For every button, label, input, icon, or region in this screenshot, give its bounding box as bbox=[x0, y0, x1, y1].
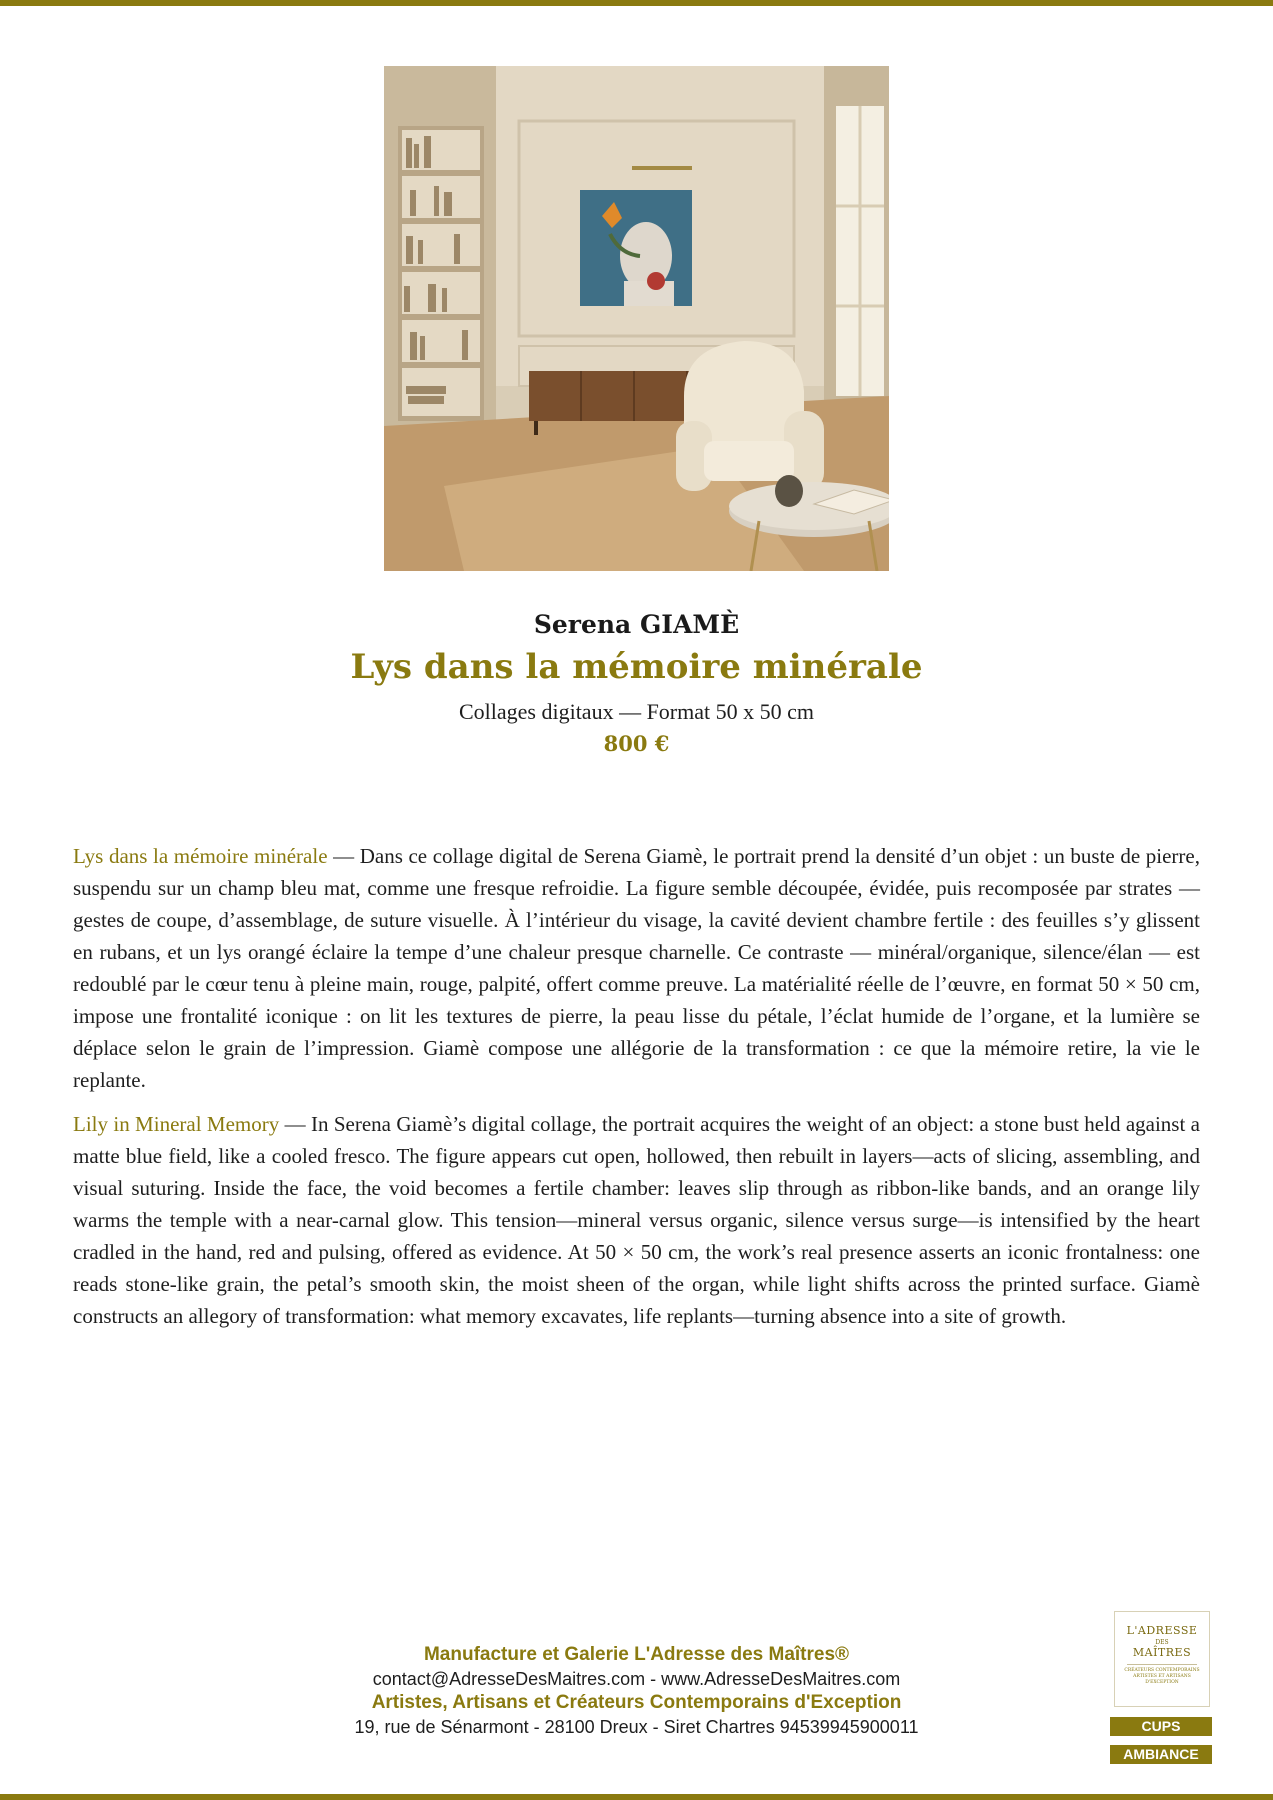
footer-tagline: Artistes, Artisans et Créateurs Contemporains d'Exception bbox=[371, 1692, 902, 1713]
logo-divider bbox=[1127, 1664, 1197, 1665]
description-english bbox=[73, 1108, 1200, 1332]
artwork-description bbox=[73, 840, 1200, 1344]
footer-contact: contact@AdresseDesMaitres.com - www.AdresseDesMaitres.com bbox=[372, 1669, 901, 1689]
artwork-format: Collages digitaux — Format 50 x 50 cm bbox=[458, 699, 815, 724]
top-accent-bar bbox=[0, 0, 1273, 6]
room-illustration bbox=[384, 66, 889, 571]
artwork-price: 800 € bbox=[603, 731, 670, 756]
description-french-lead: Lys dans la mémoire minérale bbox=[73, 844, 328, 868]
footer-address: 19, rue de Sénarmont - 28100 Dreux - Siret Chartres 94539945900011 bbox=[354, 1717, 919, 1737]
logo-line-1: L'ADRESSE bbox=[1126, 1624, 1198, 1637]
artwork-title: Lys dans la mémoire minérale bbox=[350, 647, 923, 687]
ambiance-badge: AMBIANCE bbox=[1110, 1745, 1212, 1764]
gallery-footer bbox=[0, 1643, 1273, 1739]
artwork-header bbox=[0, 610, 1273, 756]
description-french bbox=[73, 840, 1200, 1096]
description-english-text: — In Serena Giamè’s digital collage, the portrait acquires the weight of an object: a stone bust held against a matte blue field, like a cooled fresco. The figure appears cut open, hollowed, then rebuilt in layers—acts of slicing, assembling, and visual suturing. Inside the face, the void becomes a fertile chamber: leaves slip through as ribbon-like bands, and an orange lily warms the temple with a near-carnal glow. This tension—mineral versus organic, silence versus surge—is intensified by the heart cradled in the hand, red and pulsing, offered as evidence. At 50 × 50 cm, the work’s real presence asserts an iconic frontalness: one reads stone-like grain, the petal’s smooth skin, the moist sheen of the organ, while light shifts across the printed surface. Giamè constructs an allegory of transformation: what memory excavates, life replants—turning absence into a site of growth. bbox=[73, 1112, 1200, 1328]
footer-gallery-name: Manufacture et Galerie L'Adresse des Maîtres® bbox=[423, 1644, 850, 1665]
description-french-text: — Dans ce collage digital de Serena Giamè, le portrait prend la densité d’un objet : un buste de pierre, suspendu sur un champ bleu mat, comme une fresque refroidie. La figure semble découpée, évidée, puis recomposée par strates — gestes de coupe, d’assemblage, de suture visuelle. À l’intérieur du visage, la cavité devient chambre fertile : des feuilles s’y glissent en rubans, et un lys orangé éclaire la tempe d’une chaleur presque charnelle. Ce contraste — minéral/organique, silence/élan — est redoublé par le cœur tenu à pleine main, rouge, palpité, offert comme preuve. La matérialité réelle de l’œuvre, en format 50 × 50 cm, impose une frontalité iconique : on lit les textures de pierre, la peau lisse du pétale, l’éclat humide de l’organe, et la lumière se déplace selon le grain de l’impression. Giamè compose une allégorie de la transformation : ce que la mémoire retire, la vie le replante. bbox=[73, 844, 1200, 1092]
logo-line-2: DES bbox=[1155, 1639, 1169, 1646]
bottom-accent-bar bbox=[0, 1794, 1273, 1800]
gallery-logo bbox=[1114, 1611, 1210, 1707]
description-english-lead: Lily in Mineral Memory bbox=[73, 1112, 280, 1136]
cups-badge: CUPS bbox=[1110, 1717, 1212, 1736]
logo-line-3: MAÎTRES bbox=[1132, 1646, 1192, 1659]
artist-name: Serena GIAMÈ bbox=[533, 610, 740, 639]
artwork-room-photo bbox=[384, 66, 889, 571]
logo-line-4: CRÉATEURS CONTEMPORAINS ARTISTES ET ARTISANS D'EXCEPTION bbox=[1124, 1668, 1200, 1685]
